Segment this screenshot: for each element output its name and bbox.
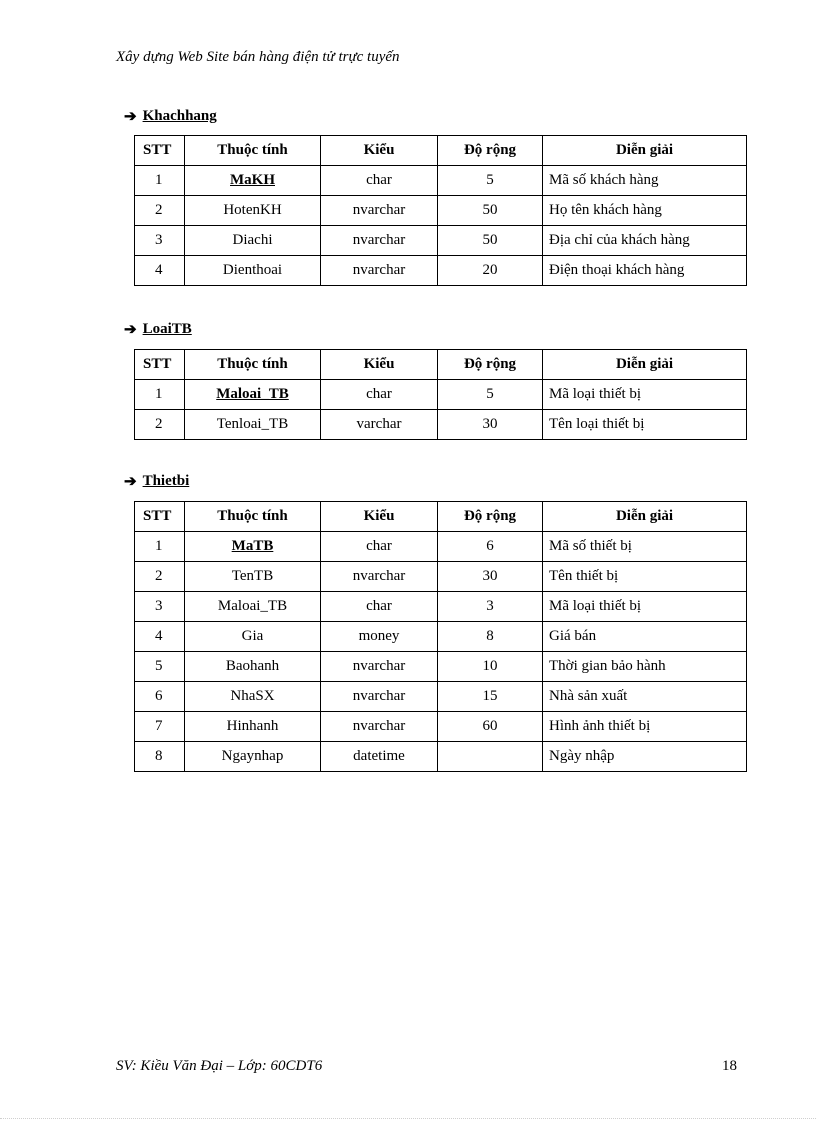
cell-width: 8: [438, 622, 543, 652]
table-row: [135, 532, 747, 562]
cell-stt: 3: [135, 226, 185, 256]
arrow-right-icon: ➔: [124, 322, 137, 338]
section-title-thietbi: ➔ Thietbi: [124, 473, 190, 490]
cell-type: nvarchar: [321, 196, 438, 226]
cell-stt: 2: [135, 410, 185, 440]
table-row: [135, 196, 747, 226]
cell-width: 15: [438, 682, 543, 712]
arrow-right-icon: ➔: [124, 474, 137, 490]
col-header: Thuộc tính: [185, 502, 321, 532]
cell-desc: Mã loại thiết bị: [543, 592, 747, 622]
table-row: [135, 256, 747, 286]
cell-type: nvarchar: [321, 652, 438, 682]
cell-attr: MaKH: [185, 166, 321, 196]
cell-desc: Mã số thiết bị: [543, 532, 747, 562]
cell-width: 30: [438, 410, 543, 440]
footer-author: SV: Kiều Văn Đại – Lớp: 60CDT6: [116, 1058, 323, 1074]
page-header: Xây dựng Web Site bán hàng điện tử trực tuyến: [116, 49, 400, 65]
table-row: [135, 682, 747, 712]
cell-desc: Điện thoại khách hàng: [543, 256, 747, 286]
cell-type: nvarchar: [321, 712, 438, 742]
cell-desc: Địa chỉ của khách hàng: [543, 226, 747, 256]
cell-desc: Tên thiết bị: [543, 562, 747, 592]
cell-width: 10: [438, 652, 543, 682]
cell-attr: Maloai_TB: [185, 380, 321, 410]
cell-attr: Maloai_TB: [185, 592, 321, 622]
cell-type: char: [321, 532, 438, 562]
cell-attr: HotenKH: [185, 196, 321, 226]
cell-attr: Ngaynhap: [185, 742, 321, 772]
cell-desc: Ngày nhập: [543, 742, 747, 772]
col-header: Diễn giải: [543, 136, 747, 166]
col-header: Diễn giải: [543, 350, 747, 380]
cell-stt: 2: [135, 562, 185, 592]
cell-width: 6: [438, 532, 543, 562]
col-header: STT: [135, 502, 185, 532]
cell-stt: 8: [135, 742, 185, 772]
col-header: Kiểu: [321, 136, 438, 166]
cell-stt: 2: [135, 196, 185, 226]
cell-width: 60: [438, 712, 543, 742]
table-khachhang: [134, 135, 747, 286]
col-header: Độ rộng: [438, 502, 543, 532]
page-number: 18: [722, 1058, 737, 1074]
cell-desc: Họ tên khách hàng: [543, 196, 747, 226]
table-header-row: [135, 502, 747, 532]
cell-width: 3: [438, 592, 543, 622]
table-row: [135, 652, 747, 682]
col-header: Thuộc tính: [185, 136, 321, 166]
cell-stt: 3: [135, 592, 185, 622]
cell-attr: NhaSX: [185, 682, 321, 712]
cell-width: 5: [438, 380, 543, 410]
table-row: [135, 712, 747, 742]
cell-width: 30: [438, 562, 543, 592]
table-row: [135, 166, 747, 196]
cell-stt: 6: [135, 682, 185, 712]
col-header: Độ rộng: [438, 136, 543, 166]
cell-attr: Diachi: [185, 226, 321, 256]
cell-width: 50: [438, 196, 543, 226]
cell-type: char: [321, 166, 438, 196]
col-header: Độ rộng: [438, 350, 543, 380]
cell-type: nvarchar: [321, 682, 438, 712]
cell-desc: Hình ảnh thiết bị: [543, 712, 747, 742]
table-row: [135, 622, 747, 652]
cell-desc: Tên loại thiết bị: [543, 410, 747, 440]
cell-type: nvarchar: [321, 226, 438, 256]
cell-desc: Nhà sản xuất: [543, 682, 747, 712]
section-title-khachhang: ➔ Khachhang: [124, 108, 217, 125]
page-bottom-divider: [0, 1118, 816, 1119]
cell-desc: Mã số khách hàng: [543, 166, 747, 196]
cell-type: nvarchar: [321, 562, 438, 592]
table-row: [135, 410, 747, 440]
table-row: [135, 592, 747, 622]
table-row: [135, 226, 747, 256]
cell-attr: MaTB: [185, 532, 321, 562]
col-header: Diễn giải: [543, 502, 747, 532]
cell-stt: 4: [135, 622, 185, 652]
cell-width: 20: [438, 256, 543, 286]
table-row: [135, 742, 747, 772]
cell-attr: Baohanh: [185, 652, 321, 682]
cell-attr: Hinhanh: [185, 712, 321, 742]
table-row: [135, 562, 747, 592]
cell-type: nvarchar: [321, 256, 438, 286]
col-header: Kiểu: [321, 502, 438, 532]
arrow-right-icon: ➔: [124, 109, 137, 125]
cell-stt: 7: [135, 712, 185, 742]
cell-stt: 1: [135, 532, 185, 562]
cell-attr: Dienthoai: [185, 256, 321, 286]
cell-width: [438, 742, 543, 772]
table-thietbi: [134, 501, 747, 772]
col-header: STT: [135, 350, 185, 380]
cell-desc: Giá bán: [543, 622, 747, 652]
col-header: Kiểu: [321, 350, 438, 380]
cell-stt: 4: [135, 256, 185, 286]
cell-stt: 1: [135, 380, 185, 410]
cell-type: varchar: [321, 410, 438, 440]
cell-attr: TenTB: [185, 562, 321, 592]
table-header-row: [135, 136, 747, 166]
cell-desc: Mã loại thiết bị: [543, 380, 747, 410]
cell-width: 50: [438, 226, 543, 256]
cell-stt: 1: [135, 166, 185, 196]
table-loaitb: [134, 349, 747, 440]
cell-stt: 5: [135, 652, 185, 682]
cell-type: char: [321, 592, 438, 622]
cell-attr: Gia: [185, 622, 321, 652]
col-header: STT: [135, 136, 185, 166]
table-row: [135, 380, 747, 410]
cell-type: datetime: [321, 742, 438, 772]
col-header: Thuộc tính: [185, 350, 321, 380]
table-header-row: [135, 350, 747, 380]
cell-desc: Thời gian bảo hành: [543, 652, 747, 682]
cell-type: char: [321, 380, 438, 410]
cell-attr: Tenloai_TB: [185, 410, 321, 440]
cell-type: money: [321, 622, 438, 652]
section-title-loaitb: ➔ LoaiTB: [124, 321, 192, 338]
cell-width: 5: [438, 166, 543, 196]
